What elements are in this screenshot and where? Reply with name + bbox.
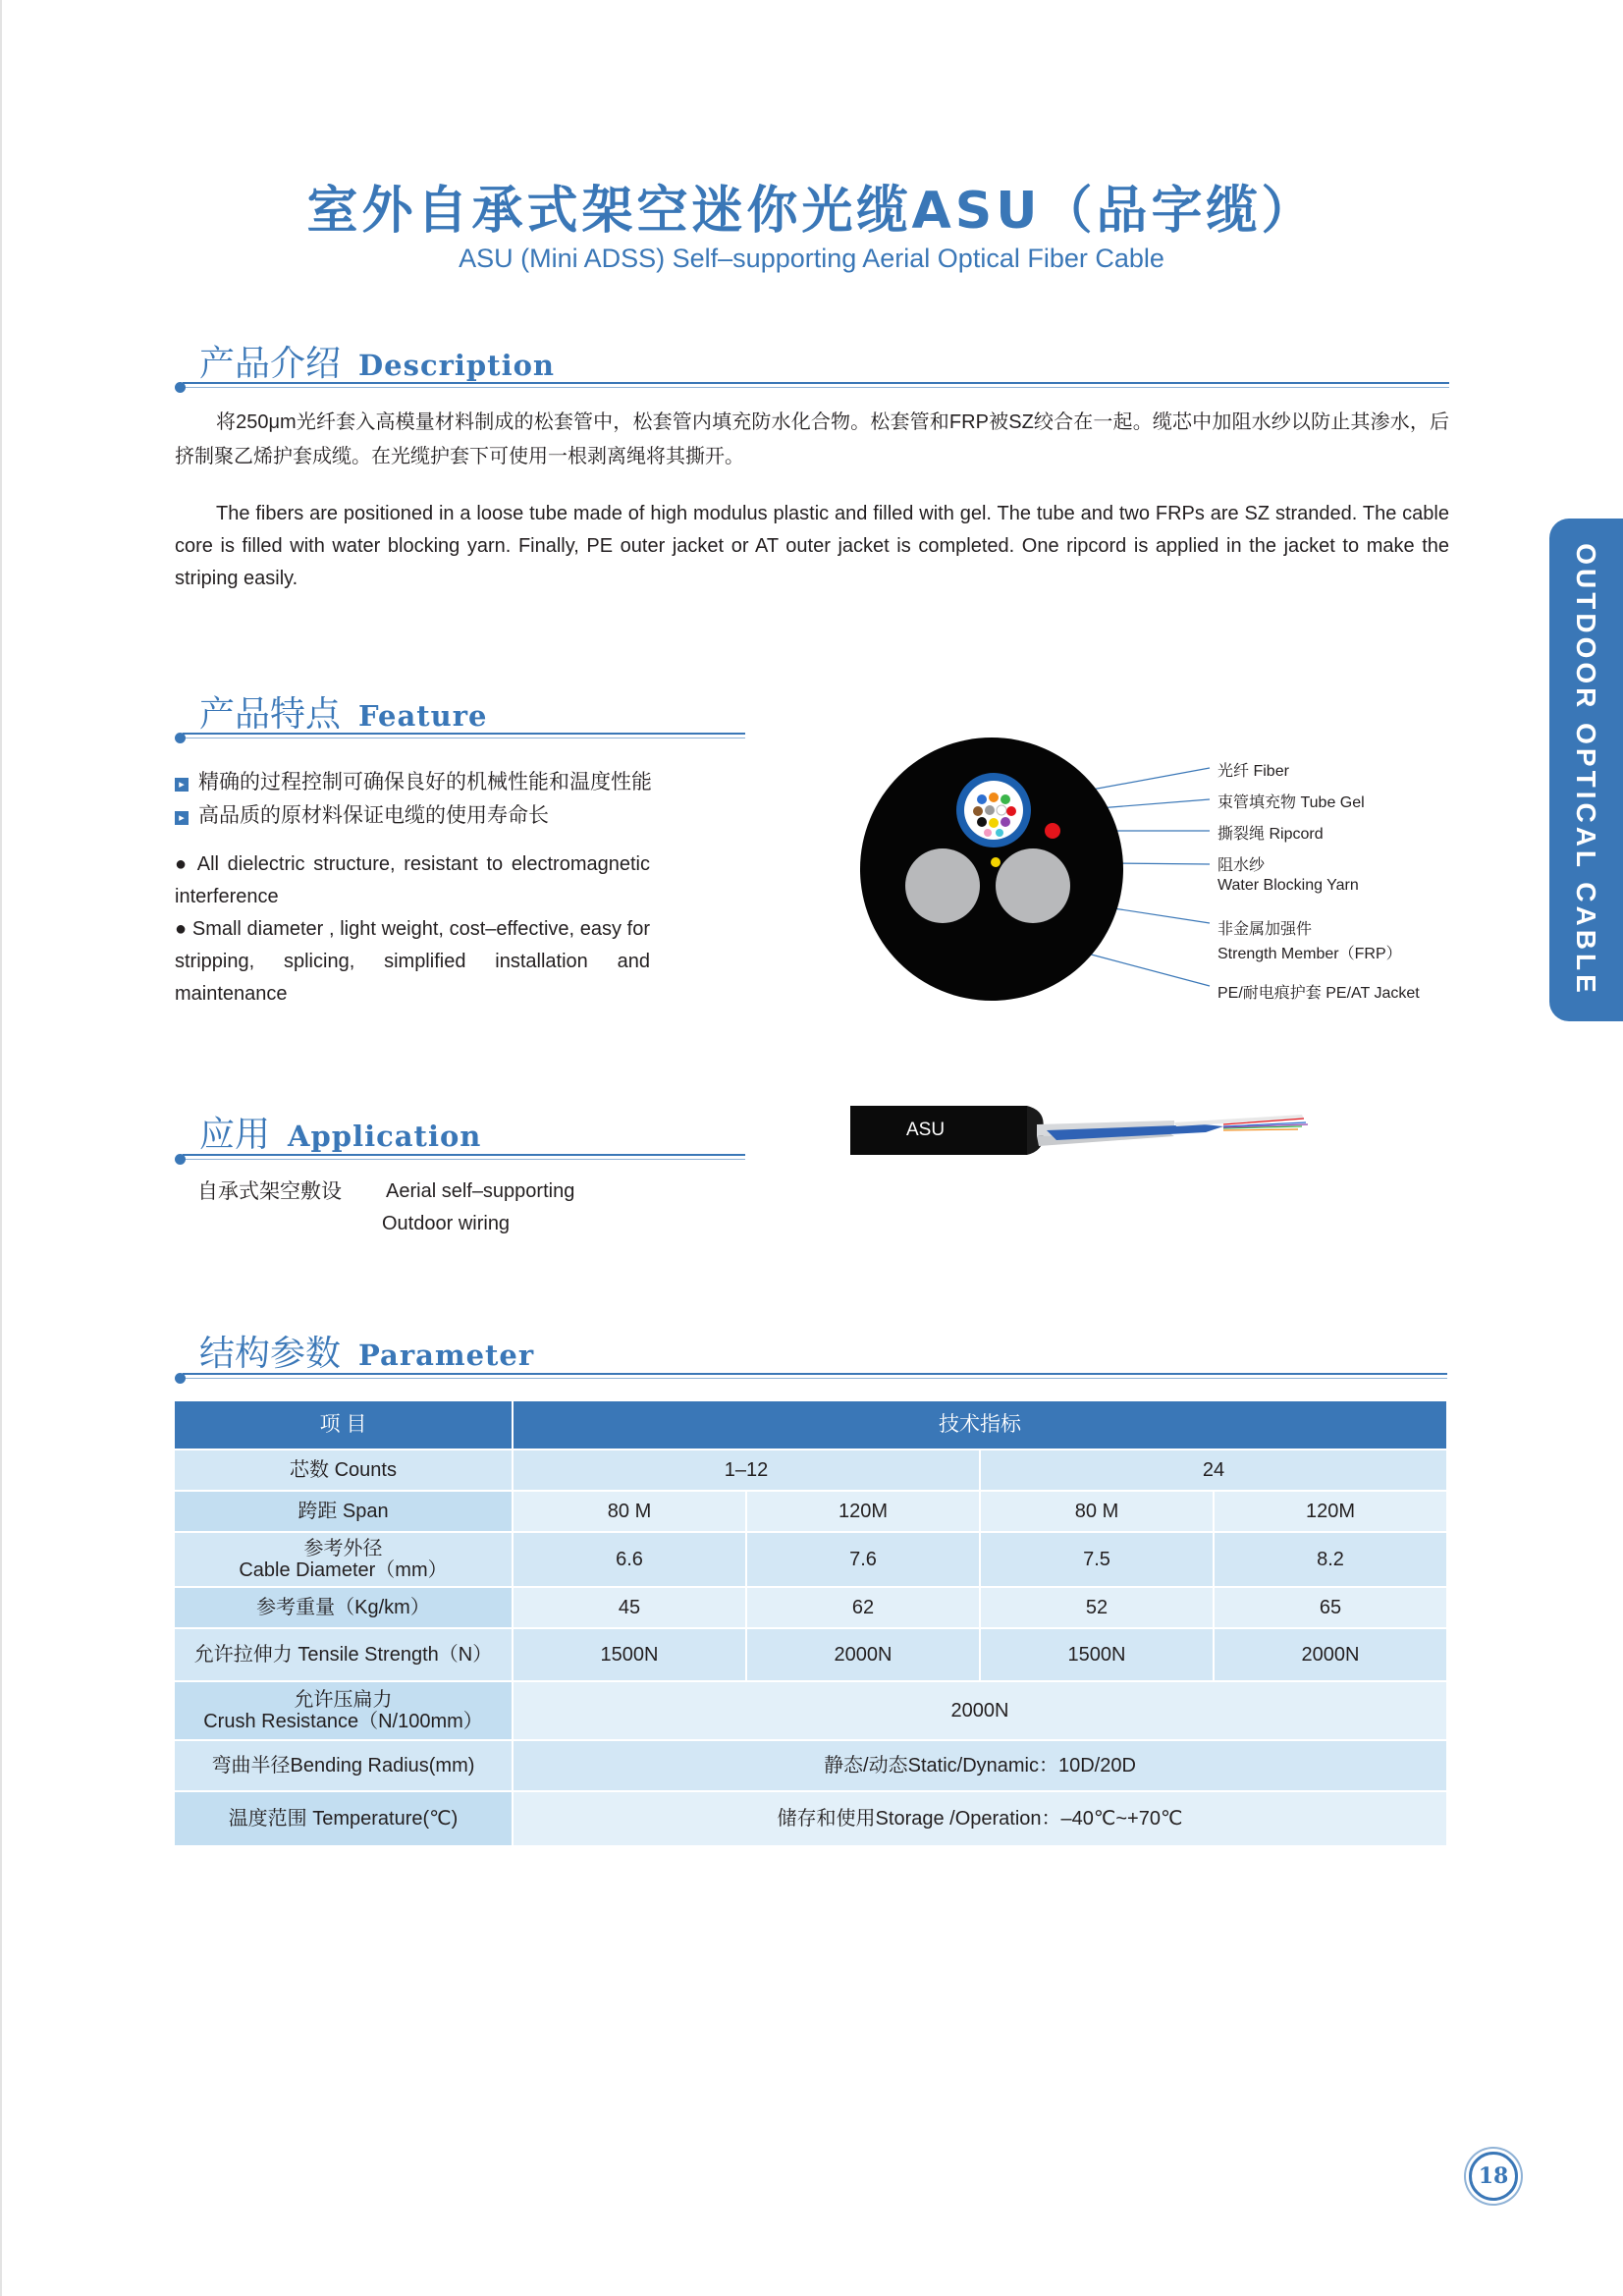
cable-label: ASU [906, 1120, 946, 1140]
table-header-item: 项 目 [174, 1400, 513, 1449]
table-cell: 120M [746, 1491, 980, 1532]
table-row [174, 1532, 1447, 1587]
description-text-cn: 将250μm光纤套入高模量材料制成的松套管中，松套管内填充防水化合物。松套管和FRP被SZ绞合在一起。缆芯中加阻水纱以防止其渗水，后挤制聚乙烯护套成缆。在光缆护套下可使用一根剥离绳将其撕开。 [175, 411, 1449, 467]
side-tab [1549, 519, 1623, 1021]
parameter-heading-cn: 结构参数 [199, 1334, 342, 1374]
row-label: 允许压扁力 Crush Resistance（N/100mm） [174, 1681, 513, 1740]
application-item: Aerial self–supporting [386, 1180, 575, 1202]
application-rule [183, 1154, 745, 1156]
page-title-cn: 室外自承式架空迷你光缆ASU（品字缆） [306, 182, 1317, 241]
table-cell: 65 [1214, 1587, 1447, 1628]
table-row [174, 1628, 1447, 1681]
application-item: Outdoor wiring [382, 1213, 511, 1234]
row-label: 允许拉伸力 Tensile Strength（N） [174, 1628, 513, 1681]
table-cell: 静态/动态Static/Dynamic：10D/20D [513, 1740, 1447, 1791]
feature-list-cn [175, 766, 744, 833]
feature-item-cn: ▸ 高品质的原材料保证电缆的使用寿命长 [175, 799, 744, 833]
feature-item-en: ● Small diameter , light weight, cost–effective, easy for stripping, splicing, simplified installation and maintenance [175, 918, 651, 1005]
table-cell: 7.6 [746, 1532, 980, 1587]
table-header-row [174, 1400, 1447, 1449]
callout-water-blocking-yarn-cn: 阻水纱 [1217, 857, 1266, 874]
table-cell: 2000N [1214, 1628, 1447, 1681]
table-row [174, 1587, 1447, 1628]
frp-right-shape [996, 848, 1070, 923]
application-heading-en: Application [288, 1120, 482, 1153]
table-row [174, 1681, 1447, 1740]
row-label: 弯曲半径Bending Radius(mm) [174, 1740, 513, 1791]
parameter-heading-en: Parameter [358, 1339, 535, 1372]
description-heading-en: Description [358, 349, 556, 382]
description-rule-dot [175, 382, 186, 393]
feature-heading-cn: 产品特点 [199, 694, 342, 735]
bullet-icon: ● [175, 918, 192, 940]
feature-heading [199, 686, 487, 737]
callout-water-blocking-yarn-en: Water Blocking Yarn [1217, 877, 1359, 894]
application-heading-cn: 应用 [199, 1115, 271, 1155]
table-row [174, 1449, 1447, 1491]
feature-item-en: ● All dielectric structure, resistant to electromagnetic interference [175, 853, 650, 907]
parameter-rule [183, 1373, 1447, 1375]
arrow-box-icon: ▸ [175, 811, 189, 825]
description-heading [199, 336, 555, 386]
parameter-table [173, 1399, 1448, 1847]
water-blocking-yarn-shape [991, 857, 1001, 867]
table-cell: 1500N [980, 1628, 1214, 1681]
feature-list-en [175, 848, 650, 1011]
cable-cross-section-diagram [844, 717, 1453, 1021]
row-label: 芯数 Counts [174, 1449, 513, 1491]
table-cell: 8.2 [1214, 1532, 1447, 1587]
row-label: 参考重量（Kg/km） [174, 1587, 513, 1628]
table-cell: 2000N [513, 1681, 1447, 1740]
table-row [174, 1791, 1447, 1846]
table-row [174, 1740, 1447, 1791]
description-rule [183, 382, 1449, 384]
table-cell: 52 [980, 1587, 1214, 1628]
table-cell: 1–12 [513, 1449, 980, 1491]
parameter-rule-thin [183, 1378, 1447, 1379]
callout-fiber: 光纤 Fiber [1217, 763, 1289, 780]
application-rule-thin [183, 1159, 745, 1160]
description-text-en: The fibers are positioned in a loose tube made of high modulus plastic and filled with gel. The tube and two FRPs are SZ stranded. The cable core is filled with water blocking yarn. Finally, PE outer jacket or AT outer jacket is completed. One ripcord is applied in the jacket to make the striping easily. [175, 503, 1449, 589]
table-cell: 2000N [746, 1628, 980, 1681]
row-label: 参考外径 Cable Diameter（mm） [174, 1532, 513, 1587]
table-cell: 80 M [513, 1491, 746, 1532]
table-row [174, 1491, 1447, 1532]
callout-ripcord: 撕裂绳 Ripcord [1217, 826, 1324, 843]
frp-left-shape [905, 848, 980, 923]
table-cell: 储存和使用Storage /Operation：–40℃~+70℃ [513, 1791, 1447, 1846]
callout-tube-gel: 束管填充物 Tube Gel [1217, 794, 1365, 811]
feature-rule [183, 733, 745, 735]
feature-heading-en: Feature [358, 699, 488, 733]
parameter-heading [199, 1326, 534, 1376]
callout-strength-member-en: Strength Member（FRP） [1217, 946, 1402, 962]
table-cell: 80 M [980, 1491, 1214, 1532]
table-cell: 120M [1214, 1491, 1447, 1532]
side-tab-label: OUTDOOR OPTICAL CABLE [1571, 543, 1601, 997]
application-items-en [382, 1175, 575, 1240]
application-rule-dot [175, 1154, 186, 1165]
feature-rule-dot [175, 733, 186, 743]
callout-jacket: PE/耐电痕护套 PE/AT Jacket [1217, 985, 1420, 1002]
table-cell: 62 [746, 1587, 980, 1628]
ripcord-shape [1045, 823, 1060, 839]
callout-strength-member-cn: 非金属加强件 [1217, 921, 1313, 938]
table-header-spec: 技术指标 [513, 1400, 1447, 1449]
page-edge [0, 0, 2, 2296]
row-label: 温度范围 Temperature(℃) [174, 1791, 513, 1846]
table-cell: 6.6 [513, 1532, 746, 1587]
application-heading [199, 1107, 481, 1157]
bullet-icon: ● [175, 853, 197, 875]
feature-item-cn: ▸ 精确的过程控制可确保良好的机械性能和温度性能 [175, 766, 744, 799]
table-cell: 1500N [513, 1628, 746, 1681]
application-label-cn: 自承式架空敷设 [197, 1180, 342, 1203]
page-number: 18 [1469, 2152, 1518, 2201]
table-cell: 45 [513, 1587, 746, 1628]
description-heading-cn: 产品介绍 [199, 344, 342, 384]
row-label: 跨距 Span [174, 1491, 513, 1532]
table-cell: 24 [980, 1449, 1447, 1491]
table-cell: 7.5 [980, 1532, 1214, 1587]
arrow-box-icon: ▸ [175, 778, 189, 792]
parameter-rule-dot [175, 1373, 186, 1384]
page-title-en: ASU (Mini ADSS) Self–supporting Aerial Optical Fiber Cable [459, 244, 1164, 273]
description-rule-thin [183, 387, 1449, 388]
